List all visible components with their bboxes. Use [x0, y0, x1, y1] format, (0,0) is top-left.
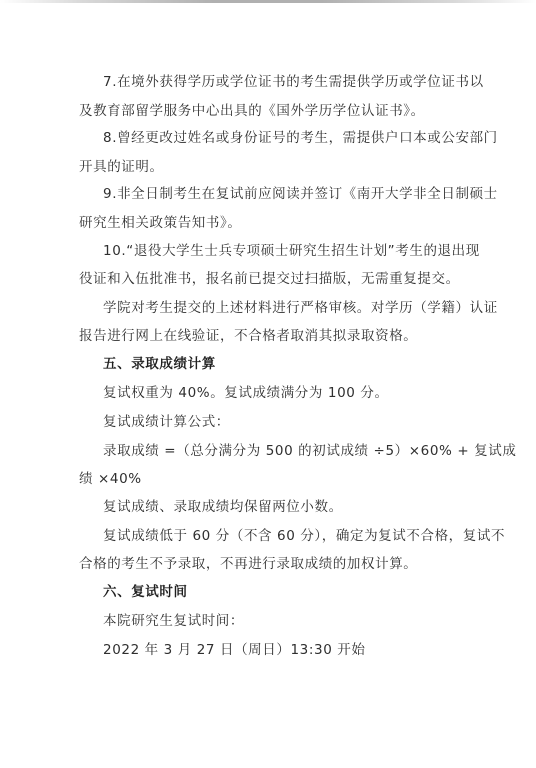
section-5-formula-line-2: 绩 ×40% — [79, 471, 142, 487]
section-6-line-2: 2022 年 3 月 27 日（周日）13:30 开始 — [103, 642, 366, 658]
paragraph-10-line-2: 役证和入伍批准书，报名前已提交过扫描版，无需重复提交。 — [79, 271, 460, 287]
section-5-formula-line-1: 录取成绩 =（总分满分为 500 的初试成绩 ÷5）×60% + 复试成 — [103, 443, 517, 459]
section-5-line-6: 合格的考生不予录取，不再进行录取成绩的加权计算。 — [79, 556, 418, 572]
section-5-line-1: 复试权重为 40%。复试成绩满分为 100 分。 — [103, 385, 389, 401]
section-6-heading: 六、复试时间 — [103, 584, 188, 600]
review-paragraph-line-1: 学院对考生提交的上述材料进行严格审核。对学历（学籍）认证 — [103, 300, 498, 316]
section-6-line-1: 本院研究生复试时间： — [103, 613, 244, 629]
section-5-heading: 五、录取成绩计算 — [103, 356, 216, 372]
paragraph-9-line-1: 9.非全日制考生在复试前应阅读并签订《南开大学非全日制硕士 — [103, 186, 498, 202]
top-divider — [0, 0, 536, 3]
paragraph-8-line-2: 开具的证明。 — [79, 159, 164, 175]
paragraph-7-line-1: 7.在境外获得学历或学位证书的考生需提供学历或学位证书以 — [103, 74, 484, 90]
paragraph-8-line-1: 8.曾经更改过姓名或身份证号的考生，需提供户口本或公安部门 — [103, 130, 498, 146]
paragraph-10-line-1: 10.“退役大学生士兵专项硕士研究生招生计划”考生的退出现 — [103, 243, 480, 259]
paragraph-7-line-2: 及教育部留学服务中心出具的《国外学历学位认证书》。 — [79, 103, 425, 119]
section-5-line-4: 复试成绩、录取成绩均保留两位小数。 — [103, 499, 343, 515]
review-paragraph-line-2: 报告进行网上在线验证，不合格者取消其拟录取资格。 — [79, 328, 418, 344]
paragraph-9-line-2: 研究生相关政策告知书》。 — [79, 215, 242, 231]
section-5-line-2: 复试成绩计算公式： — [103, 414, 230, 430]
section-5-line-5: 复试成绩低于 60 分（不含 60 分），确定为复试不合格，复试不 — [103, 528, 506, 544]
